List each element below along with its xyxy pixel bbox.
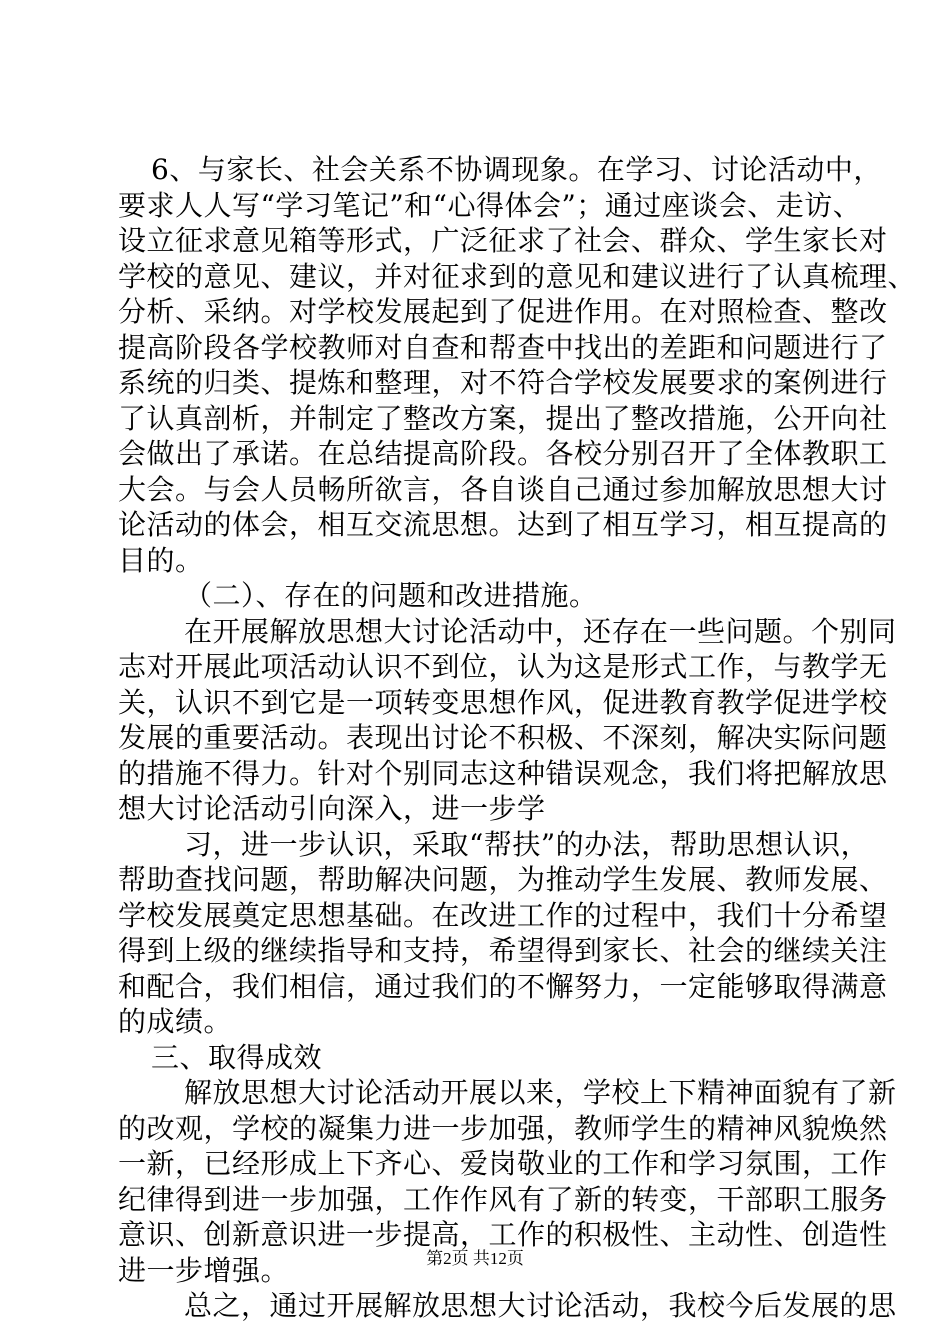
text-line: 得到上级的继续指导和支持，希望得到家长、社会的继续关注 (118, 934, 888, 967)
text-line: 习，进一步认识，采取“帮扶”的办法，帮助思想认识， (184, 827, 870, 861)
text-line: 设立征求意见箱等形式，广泛征求了社会、群众、学生家长对 (118, 224, 888, 257)
text-line: 6、与家长、社会关系不协调现象。在学习、讨论活动中， (151, 153, 882, 186)
text-line: 论活动的体会，相互交流思想。达到了相互学习，相互提高的 (118, 508, 888, 541)
text-line: 关，认识不到它是一项转变思想作风，促进教育教学促进学校 (118, 685, 888, 719)
text-line: 想大讨论活动引向深入，进一步学 (118, 792, 546, 825)
text-line: 纪律得到进一步加强，工作作风有了新的转变，干部职工服务 (118, 1182, 888, 1216)
text-line: 一新，已经形成上下齐心、爱岗敬业的工作和学习氛围，工作 (118, 1147, 888, 1180)
text-line: 帮助查找问题，帮助解决问题，为推动学生发展、教师发展、 (118, 863, 888, 896)
text-line: 提高阶段各学校教师对自查和帮查中找出的差距和问题进行了 (118, 330, 888, 364)
text-line: 了认真剖析，并制定了整改方案，提出了整改措施，公开向社 (118, 401, 888, 435)
text-line: 要求人人写“学习笔记”和“心得体会”；通过座谈会、走访、 (118, 188, 862, 222)
text-line: 发展的重要活动。表现出讨论不积极、不深刻，解决实际问题 (118, 721, 888, 754)
text-line: 系统的归类、提炼和整理，对不符合学校发展要求的案例进行 (118, 366, 888, 399)
text-line: 意识、创新意识进一步提高，工作的积极性、主动性、创造性 (118, 1218, 888, 1251)
text-line: 的改观，学校的凝集力进一步加强，教师学生的精神风貌焕然 (118, 1111, 888, 1145)
text-line: 分析、采纳。对学校发展起到了促进作用。在对照检查、整改 (118, 295, 888, 328)
text-line: 学校发展奠定思想基础。在改进工作的过程中，我们十分希望 (118, 898, 888, 932)
section-heading: （二）、存在的问题和改进措施。 (184, 579, 598, 612)
page-footer (0, 1244, 950, 1269)
text-line: 的措施不得力。针对个别同志这种错误观念，我们将把解放思 (118, 756, 888, 790)
text-line: 的成绩。 (118, 1005, 233, 1038)
text-line: 大会。与会人员畅所欲言，各自谈自己通过参加解放思想大讨 (118, 472, 888, 506)
text-line: 进一步增强。 (118, 1253, 290, 1287)
section-heading: 三、取得成效 (151, 1040, 323, 1074)
text-line: 目的。 (118, 543, 204, 577)
text-line: 和配合，我们相信，通过我们的不懈努力，一定能够取得满意 (118, 969, 888, 1003)
text-line: 学校的意见、建议，并对征求到的意见和建议进行了认真梳理、 (118, 259, 917, 293)
text-line: 志对开展此项活动认识不到位，认为这是形式工作，与教学无 (118, 650, 888, 683)
text-line: 总之，通过开展解放思想大讨论活动，我校今后发展的思 (184, 1289, 897, 1322)
text-line: 会做出了承诺。在总结提高阶段。各校分别召开了全体教职工 (118, 437, 888, 470)
text-line: 在开展解放思想大讨论活动中，还存在一些问题。个别同 (184, 614, 897, 648)
page-number-label: 第2页 共12页 (426, 1249, 524, 1268)
body-text (118, 152, 917, 1324)
text-line: 解放思想大讨论活动开展以来，学校上下精神面貌有了新 (184, 1076, 897, 1109)
